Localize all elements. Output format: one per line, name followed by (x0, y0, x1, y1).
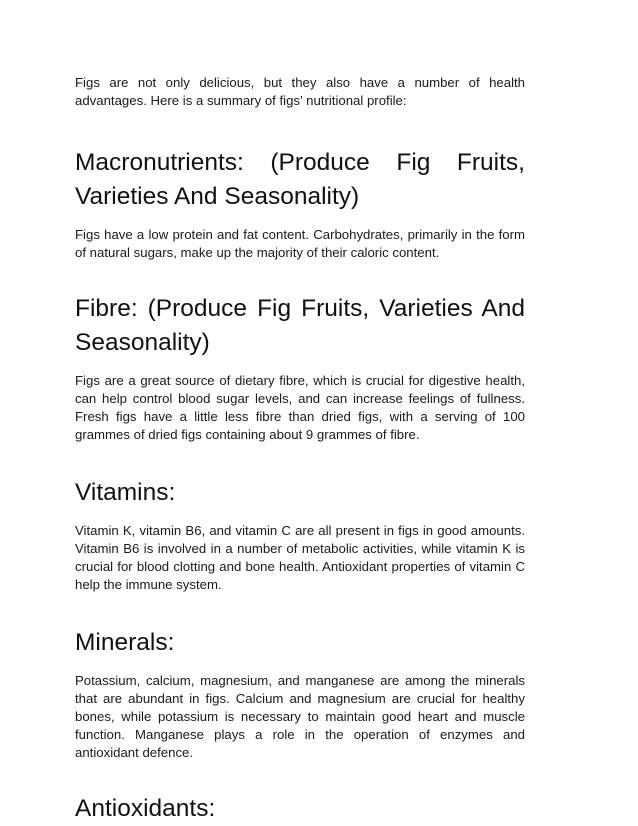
heading-macronutrients: Macronutrients: (Produce Fig Fruits, Varieties And Seasonality) (75, 149, 525, 210)
intro-paragraph: Figs are not only delicious, but they also have a number of health advantages. Here is a summary of figs’ nutritional profile: (75, 75, 525, 108)
paragraph-macronutrients: Figs have a low protein and fat content. Carbohydrates, primarily in the form of natural sugars, make up the majority of their caloric content. (75, 227, 525, 260)
heading-minerals: Minerals: (75, 629, 175, 656)
paragraph-minerals: Potassium, calcium, magnesium, and manganese are among the minerals that are abundant in figs. Calcium and magnesium are crucial for healthy bones, while potassium is necessary to maintain good heart and muscle function. Manganese plays a role in the operation of enzymes and antioxidant defence. (75, 673, 525, 760)
paragraph-vitamins: Vitamin K, vitamin B6, and vitamin C are all present in figs in good amounts. Vitamin B6 is involved in a number of metabolic activities, while vitamin K is crucial for blood clotting and bone health. Antioxidant properties of vitamin C help the immune system. (75, 523, 525, 592)
paragraph-fibre: Figs are a great source of dietary fibre, which is crucial for digestive health, can help control blood sugar levels, and can increase feelings of fullness. Fresh figs have a little less fibre than dried figs, with a serving of 100 grammes of dried figs containing about 9 grammes of fibre. (75, 373, 525, 442)
heading-antioxidants: Antioxidants: (75, 795, 216, 822)
document-page (75, 74, 525, 826)
heading-fibre: Fibre: (Produce Fig Fruits, Varieties And Seasonality) (75, 295, 525, 356)
heading-vitamins: Vitamins: (75, 479, 176, 506)
